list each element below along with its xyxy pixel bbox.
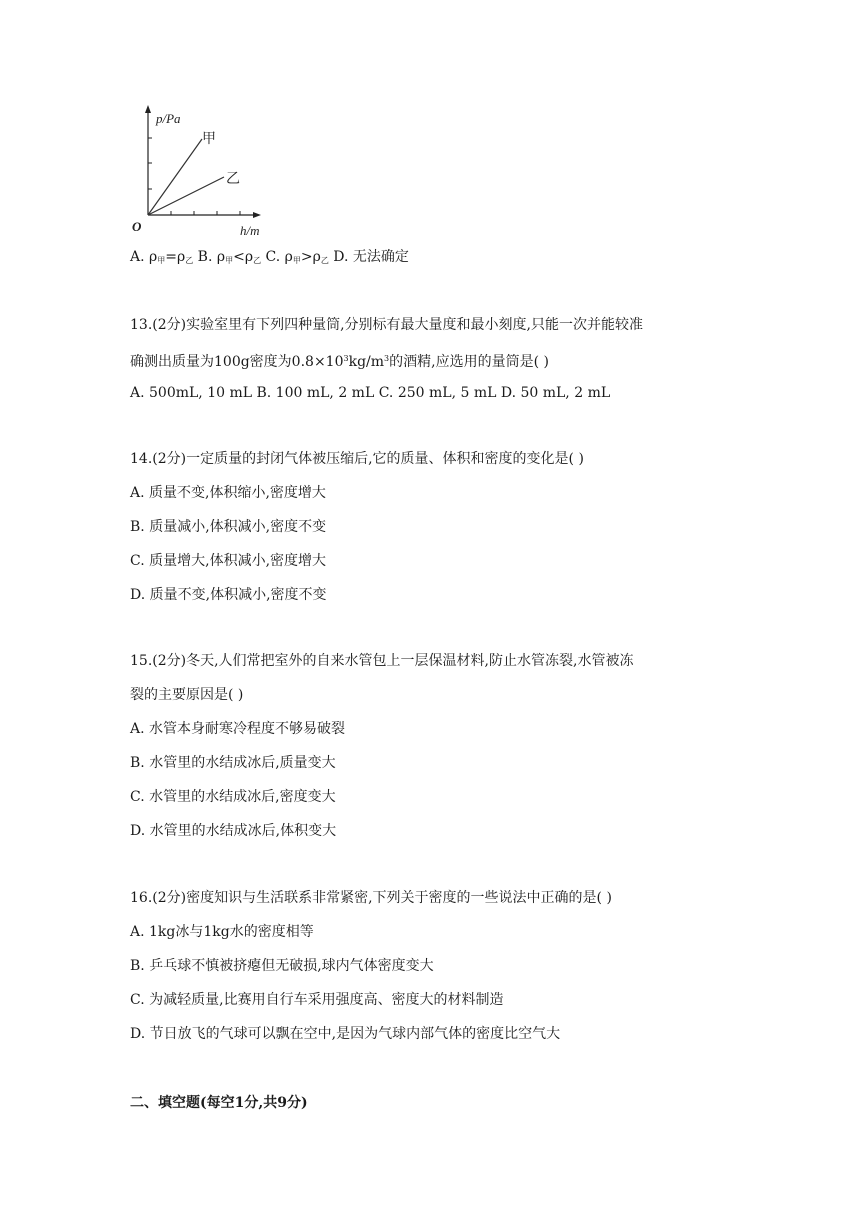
q12-options	[130, 248, 409, 270]
q13-stem-line2	[130, 350, 549, 371]
sub-yi: 乙	[320, 256, 329, 265]
q13-line2-b: kg/m	[348, 354, 385, 370]
q13-line2-c: 的酒精,应选用的量筒是( )	[389, 354, 549, 370]
q13-options: A. 500mL, 10 mL B. 100 mL, 2 mL C. 250 mL, 5 mL D. 50 mL, 2 mL	[130, 385, 611, 401]
q12-opt-c-text: C. ρ	[261, 249, 293, 265]
q15-option-a: A. 水管本身耐寒冷程度不够易破裂	[130, 721, 346, 737]
q15-option-b: B. 水管里的水结成冰后,质量变大	[130, 755, 336, 771]
q13-sup-unit: 3	[384, 354, 390, 363]
q16-option-a: A. 1kg冰与1kg水的密度相等	[130, 924, 314, 940]
sub-jia: 甲	[292, 256, 301, 265]
sub-yi: 乙	[185, 256, 194, 265]
origin-label: O	[132, 219, 142, 234]
q15-option-d: D. 水管里的水结成冰后,体积变大	[130, 823, 337, 839]
q12-opt-a-mid: =ρ	[165, 249, 186, 265]
y-axis-arrow	[145, 105, 151, 113]
q16-option-b: B. 乒乓球不慎被挤瘪但无破损,球内气体密度变大	[130, 958, 434, 974]
x-axis-arrow	[253, 212, 261, 218]
line-yi	[148, 177, 224, 215]
q12-opt-c-mid: >ρ	[300, 249, 321, 265]
line-yi-label: 乙	[226, 171, 240, 187]
q16-option-d: D. 节日放飞的气球可以飘在空中,是因为气球内部气体的密度比空气大	[130, 1026, 561, 1042]
x-axis-label: h/m	[240, 223, 260, 238]
q14-stem: 14.(2分)一定质量的封闭气体被压缩后,它的质量、体积和密度的变化是( )	[130, 451, 584, 467]
q15-option-c: C. 水管里的水结成冰后,密度变大	[130, 789, 336, 805]
q12-opt-b-mid: <ρ	[233, 249, 254, 265]
q16-option-c: C. 为减轻质量,比赛用自行车采用强度高、密度大的材料制造	[130, 992, 504, 1008]
y-axis-label: p/Pa	[156, 111, 181, 126]
sub-yi: 乙	[253, 256, 262, 265]
q12-opt-d-text: D. 无法确定	[328, 249, 409, 265]
q14-option-b: B. 质量减小,体积减小,密度不变	[130, 519, 327, 535]
q12-opt-b-text: B. ρ	[193, 249, 226, 265]
q14-option-c: C. 质量增大,体积减小,密度增大	[130, 553, 327, 569]
line-jia-label: 甲	[202, 131, 216, 147]
section-heading: 二、填空题(每空1分,共9分)	[130, 1095, 308, 1111]
q13-line2-a: 确测出质量为100g密度为0.8×10	[130, 354, 344, 370]
sub-jia: 甲	[225, 256, 234, 265]
q14-option-d: D. 质量不变,体积减小,密度不变	[130, 587, 327, 603]
q13-sup-exp: 3	[343, 354, 349, 363]
q12-opt-a-text: A. ρ	[130, 249, 158, 265]
q15-stem-line1: 15.(2分)冬天,人们常把室外的自来水管包上一层保温材料,防止水管冻裂,水管被冻	[130, 653, 634, 669]
q14-option-a: A. 质量不变,体积缩小,密度增大	[130, 485, 326, 501]
q15-stem-line2: 裂的主要原因是( )	[130, 687, 244, 703]
pressure-depth-graph	[128, 103, 268, 243]
line-jia	[148, 139, 202, 215]
sub-jia: 甲	[157, 256, 166, 265]
q13-stem-line1: 13.(2分)实验室里有下列四种量筒,分别标有最大量度和最小刻度,只能一次并能较准	[130, 317, 643, 333]
q16-stem: 16.(2分)密度知识与生活联系非常紧密,下列关于密度的一些说法中正确的是( )	[130, 890, 612, 906]
